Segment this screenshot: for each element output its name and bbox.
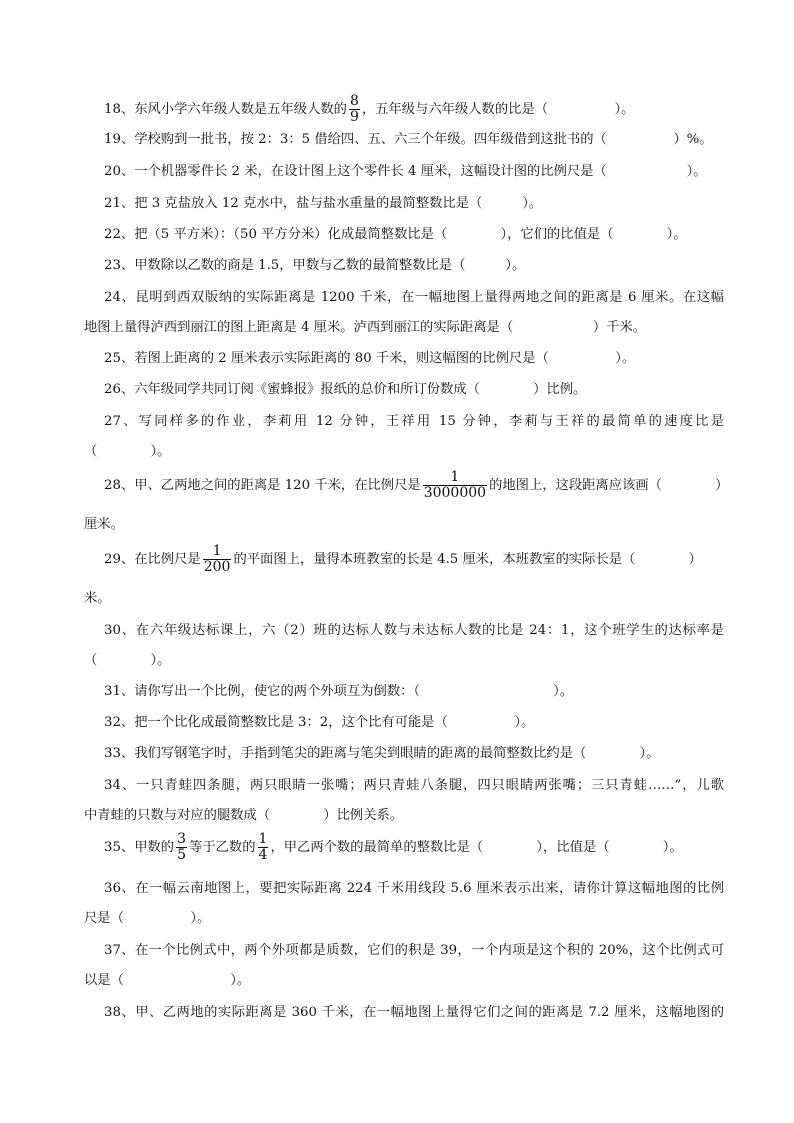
fraction: $\frac{1}{4}$ xyxy=(258,831,268,863)
question-22: 22、把（5 平方米）：（50 平方分米）化成最简整数比是（ ），它们的比值是（ ）。 xyxy=(104,227,687,242)
question-37-line-1: 37、在一个比例式中，两个外项都是质数，它们的积是 39，一个内项是这个积的 20%，这个比例式可 xyxy=(104,943,724,958)
question-25: 25、若图上距离的 2 厘米表示实际距离的 80 千米，则这幅图的比例尺是（ ）。 xyxy=(104,351,636,366)
fraction: $\frac{3}{5}$ xyxy=(177,831,187,863)
question-27-line-2: （ ）。 xyxy=(84,444,171,459)
question-21: 21、把 3 克盐放入 12 克水中，盐与盐水重量的最简整数比是（ ）。 xyxy=(104,196,543,211)
question-33: 33、我们写钢笔字时，手指到笔尖的距离与笔尖到眼睛的距离的最简整数比约是（ ）。 xyxy=(104,746,660,761)
question-30-line-1: 30、在六年级达标课上，六（2）班的达标人数与未达标人数的比是 24：1，这个班学生的达标率是 xyxy=(104,623,724,638)
question-29-line-2: 米。 xyxy=(84,591,111,606)
question-37-line-2: 以是（ ）。 xyxy=(84,973,251,988)
question-23: 23、甲数除以乙数的商是 1.5，甲数与乙数的最简整数比是（ ）。 xyxy=(104,258,526,273)
question-27-line-1: 27、写同样多的作业，李莉用 12 分钟，王祥用 15 分钟，李莉与王祥的最简单的速度比是 xyxy=(104,414,724,429)
question-19: 19、学校购到一批书，按 2：3：5 借给四、五、六三个年级。四年级借到这批书的（ ）%。 xyxy=(104,132,713,147)
question-36-line-2: 尺是（ ）。 xyxy=(84,911,211,926)
question-31: 31、请你写出一个比例，使它的两个外项互为倒数：（ ）。 xyxy=(104,684,574,699)
question-38-line-1: 38、甲、乙两地的实际距离是 360 千米，在一幅地图上量得它们之间的距离是 7.2 厘米，这幅地图的 xyxy=(104,1005,724,1020)
question-20: 20、一个机器零件长 2 米，在设计图上这个零件长 4 厘米，这幅设计图的比例尺是（ ）。 xyxy=(104,164,707,179)
question-26: 26、六年级同学共同订阅《蜜蜂报》报纸的总价和所订份数成（ ）比例。 xyxy=(104,382,587,397)
question-28-line-2: 厘米。 xyxy=(84,517,124,532)
question-18: 18、东风小学六年级人数是五年级人数的 $\frac{8}{9}$ ，五年级与六年级人数的比是（ ）。 xyxy=(104,93,635,125)
question-34-line-1: 34、一只青蛙四条腿，两只眼睛一张嘴；两只青蛙八条腿，四只眼睛两张嘴；三只青蛙……”，儿歌 xyxy=(104,778,724,793)
question-24-line-1: 24、昆明到西双版纳的实际距离是 1200 千米，在一幅地图上量得两地之间的距离是 6 厘米。在这幅 xyxy=(104,290,724,305)
question-32: 32、把一个比化成最简整数比是 3：2，这个比有可能是（ ）。 xyxy=(104,715,535,730)
question-36-line-1: 36、在一幅云南地图上，要把实际距离 224 千米用线段 5.6 厘米表示出来，请你计算这幅地图的比例 xyxy=(104,881,724,896)
fraction: $\frac{8}{9}$ xyxy=(349,93,359,125)
question-34-line-2: 中青蛙的只数与对应的腿数成（ ）比例关系。 xyxy=(84,808,404,823)
fraction: $\frac{1}{3000000}$ xyxy=(423,469,487,501)
question-35: 35、甲数的 $\frac{3}{5}$ 等于乙数的 $\frac{1}{4}$ ，甲乙两个数的最简单的整数比是（ ），比值是（ ）。 xyxy=(104,831,683,863)
question-29: 29、在比例尺是 $\frac{1}{200}$ 的平面图上，量得本班教室的长是 4.5 厘米，本班教室的实际长是（ ） xyxy=(104,543,702,575)
question-28: 28、甲、乙两地之间的距离是 120 千米，在比例尺是 $\frac{1}{3000000}$ 的地图上，这段距离应该画（ ） xyxy=(104,469,729,501)
fraction: $\frac{1}{200}$ xyxy=(203,543,231,575)
question-24-line-2: 地图上量得泸西到丽江的图上距离是 4 厘米。泸西到丽江的实际距离是（ ）千米。 xyxy=(84,320,647,335)
question-30-line-2: （ ）。 xyxy=(84,653,171,668)
